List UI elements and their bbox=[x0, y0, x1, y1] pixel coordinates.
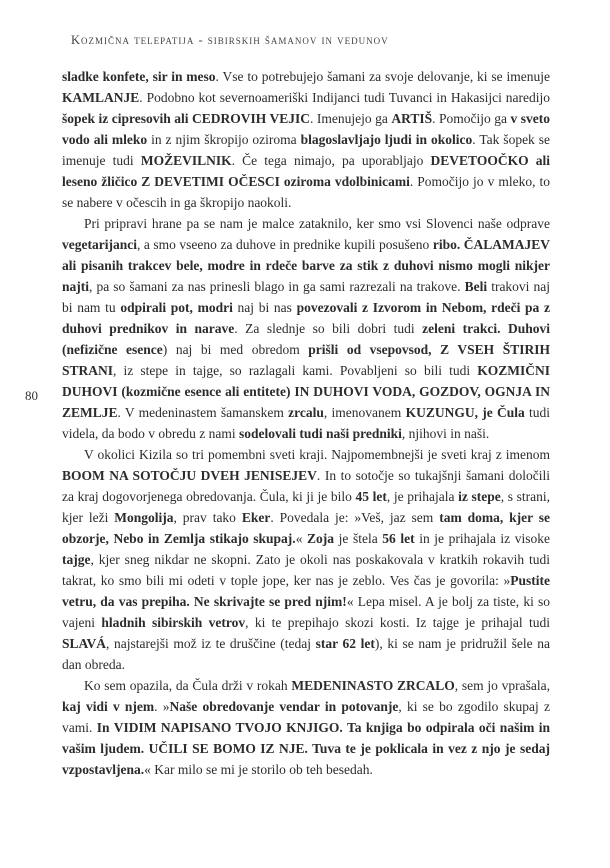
bold-text-run: ribo. ČALAMAJEV ali pisanih trakcev bele, modre in rdeče barve za stik z duhovi nismo mogli nikjer najti bbox=[62, 237, 550, 294]
text-run: , kjer sneg nikdar ne skopni. Zato je okoli nas poskakovala v kratkih rokavih tudi takrat, ko smo bili mi odeti v tople jope, ker nas je zeblo. Ves čas je govorila: » bbox=[62, 552, 550, 588]
paragraph bbox=[62, 66, 550, 213]
bold-text-run: zrcalu bbox=[288, 405, 324, 420]
text-run: trakovi naj bi nam tu bbox=[62, 279, 550, 315]
body-text bbox=[62, 66, 550, 780]
paragraph bbox=[62, 213, 550, 444]
text-run: . » bbox=[154, 699, 170, 714]
text-run: . In to sotočje so tukajšnji šamani določili za kraj dogovorjenega obredovanja. Čula, ki ji je bilo bbox=[62, 468, 550, 504]
text-run: , ki se bo zgodilo skupaj z vami. bbox=[62, 699, 551, 735]
text-run: in z njim škropijo oziroma bbox=[147, 132, 301, 147]
text-run: , sem jo vprašala, bbox=[454, 678, 550, 693]
bold-text-run: odpirali pot, modri bbox=[120, 300, 233, 315]
bold-text-run: MEDENINASTO ZRCALO bbox=[291, 678, 455, 693]
bold-text-run: blagoslavljajo ljudi in okolico bbox=[300, 132, 473, 147]
bold-text-run: kaj vidi v njem bbox=[62, 699, 155, 714]
bold-text-run: tajge bbox=[62, 552, 91, 567]
bold-text-run: SLAVÁ bbox=[62, 636, 107, 651]
bold-text-run: KUZUNGU, je Čula bbox=[405, 405, 525, 420]
bold-text-run: DEVETOOČKO ali leseno žličico Z DEVETIMI OČESCI oziroma vdolbinicami bbox=[62, 153, 550, 189]
bold-text-run: ARTIŠ bbox=[391, 111, 433, 126]
bold-text-run: vegetarijanci bbox=[62, 237, 137, 252]
text-run: « Lepa misel. A je bolj za tiste, ki so vajeni bbox=[62, 594, 551, 630]
text-run: , s strani, kjer leži bbox=[62, 489, 550, 525]
text-run: , prav tako bbox=[173, 510, 242, 525]
bold-text-run: In VIDIM NAPISANO TVOJO KNJIGO. Ta knjiga bo odpirala oči našim in vašim ljudem. UČILI SE BOMO IZ NJE. Tuva te je poklicala in vez z njo je sedaj vzpostavljena. bbox=[62, 720, 550, 777]
text-run: . Za slednje so bili dobri tudi bbox=[234, 321, 423, 336]
text-run: ) naj bi med obredom bbox=[162, 342, 309, 357]
bold-text-run: šopek iz cipresovih ali CEDROVIH VEJIC bbox=[62, 111, 311, 126]
text-run: , iz stepe in tajge, so razlagali kami. Povabljeni so bili tudi bbox=[113, 363, 478, 378]
bold-text-run: KOZMIČNI DUHOVI (kozmične esence ali entitete) IN DUHOVI VODA, GOZDOV, OGNJA IN ZEMLJE bbox=[62, 363, 550, 420]
text-run: , je prihajala bbox=[386, 489, 459, 504]
bold-text-run: povezovali z Izvorom in Nebom, rdeči pa z duhovi prednikov in narave bbox=[62, 300, 550, 336]
bold-text-run: KAMLANJE bbox=[62, 90, 140, 105]
bold-text-run: sladke konfete, sir in meso bbox=[62, 69, 216, 84]
bold-text-run: Zoja bbox=[307, 531, 335, 546]
bold-text-run: v sveto vodo ali mleko bbox=[62, 111, 551, 147]
text-run: . Imenujejo ga bbox=[310, 111, 392, 126]
paragraph bbox=[62, 444, 550, 675]
text-run: « Kar milo se mi je storilo ob teh besedah. bbox=[144, 762, 373, 777]
text-run: . Povedala je: »Veš, jaz sem bbox=[270, 510, 440, 525]
paragraph bbox=[62, 675, 550, 780]
bold-text-run: tam doma, kjer se obzorje, Nebo in Zemlja stikajo skupaj. bbox=[62, 510, 551, 546]
bold-text-run: sodelovali tudi naši predniki bbox=[238, 426, 402, 441]
text-run: . Pomočijo ga bbox=[432, 111, 511, 126]
bold-text-run: 45 let bbox=[355, 489, 387, 504]
text-run: . Pomočijo jo v mleko, to se nabere v očescih in ga škropijo naokoli. bbox=[62, 174, 550, 210]
bold-text-run: hladnih sibirskih vetrov bbox=[101, 615, 246, 630]
bold-text-run: Pustite vetru, da vas prepiha. Ne skrivajte se pred njim! bbox=[62, 573, 550, 609]
bold-text-run: Mongolija bbox=[114, 510, 174, 525]
text-run: « bbox=[295, 531, 308, 546]
bold-text-run: MOŽEVILNIK bbox=[140, 153, 232, 168]
text-run: in je prihajala iz visoke bbox=[414, 531, 550, 546]
text-run: Ko sem opazila, da Čula drži v rokah bbox=[84, 678, 292, 693]
text-run: , imenovanem bbox=[323, 405, 406, 420]
text-run: , najstarejši mož iz te druščine (tedaj bbox=[106, 636, 316, 651]
bold-text-run: iz stepe bbox=[458, 489, 501, 504]
text-run: . Podobno kot severnoameriški Indijanci tudi Tuvanci in Hakasijci naredijo bbox=[139, 90, 550, 105]
text-run: , ki te prepihajo skozi kosti. Iz tajge je prihajal tudi bbox=[245, 615, 550, 630]
bold-text-run: Naše obredovanje vendar in potovanje bbox=[169, 699, 399, 714]
text-run: V okolici Kizila so tri pomembni sveti kraji. Najpomembnejši je sveti kraj z imenom bbox=[84, 447, 550, 462]
text-run: Pri pripravi hrane pa se nam je malce zataknilo, ker smo vsi Slovenci naše odprave bbox=[84, 216, 550, 231]
text-run: . Tak šopek se imenuje tudi bbox=[62, 132, 551, 168]
bold-text-run: star 62 let bbox=[315, 636, 375, 651]
text-run: , pa so šamani za nas prinesli blago in ga sami razrezali na trakove. bbox=[89, 279, 465, 294]
text-run: tudi videla, da bodo v obredu z nami bbox=[62, 405, 550, 441]
text-run: . V medeninastem šamanskem bbox=[117, 405, 289, 420]
text-run: . Če tega nimajo, pa uporabljajo bbox=[231, 153, 431, 168]
bold-text-run: BOOM NA SOTOČJU DVEH JENISEJEV bbox=[62, 468, 317, 483]
text-run: naj bi nas bbox=[232, 300, 297, 315]
bold-text-run: prišli od vsepovsod, Z VSEH ŠTIRIH STRANI bbox=[62, 342, 550, 378]
running-header: Kozmična telepatija - sibirskih šamanov in vedunov bbox=[71, 33, 389, 47]
bold-text-run: zeleni trakci. Duhovi (nefizične esence bbox=[62, 321, 550, 357]
bold-text-run: Beli bbox=[464, 279, 488, 294]
text-run: je štela bbox=[334, 531, 383, 546]
bold-text-run: 56 let bbox=[382, 531, 415, 546]
text-run: , njihovi in naši. bbox=[401, 426, 490, 441]
bold-text-run: Eker bbox=[241, 510, 271, 525]
page-number: 80 bbox=[25, 388, 38, 403]
text-run: ), ki se nam je pridružil šele na dan obreda. bbox=[62, 636, 550, 672]
text-run: , a smo vseeno za duhove in prednike kupili posušeno bbox=[136, 237, 433, 252]
text-run: . Vse to potrebujejo šamani za svoje delovanje, ki se imenuje bbox=[215, 69, 550, 84]
